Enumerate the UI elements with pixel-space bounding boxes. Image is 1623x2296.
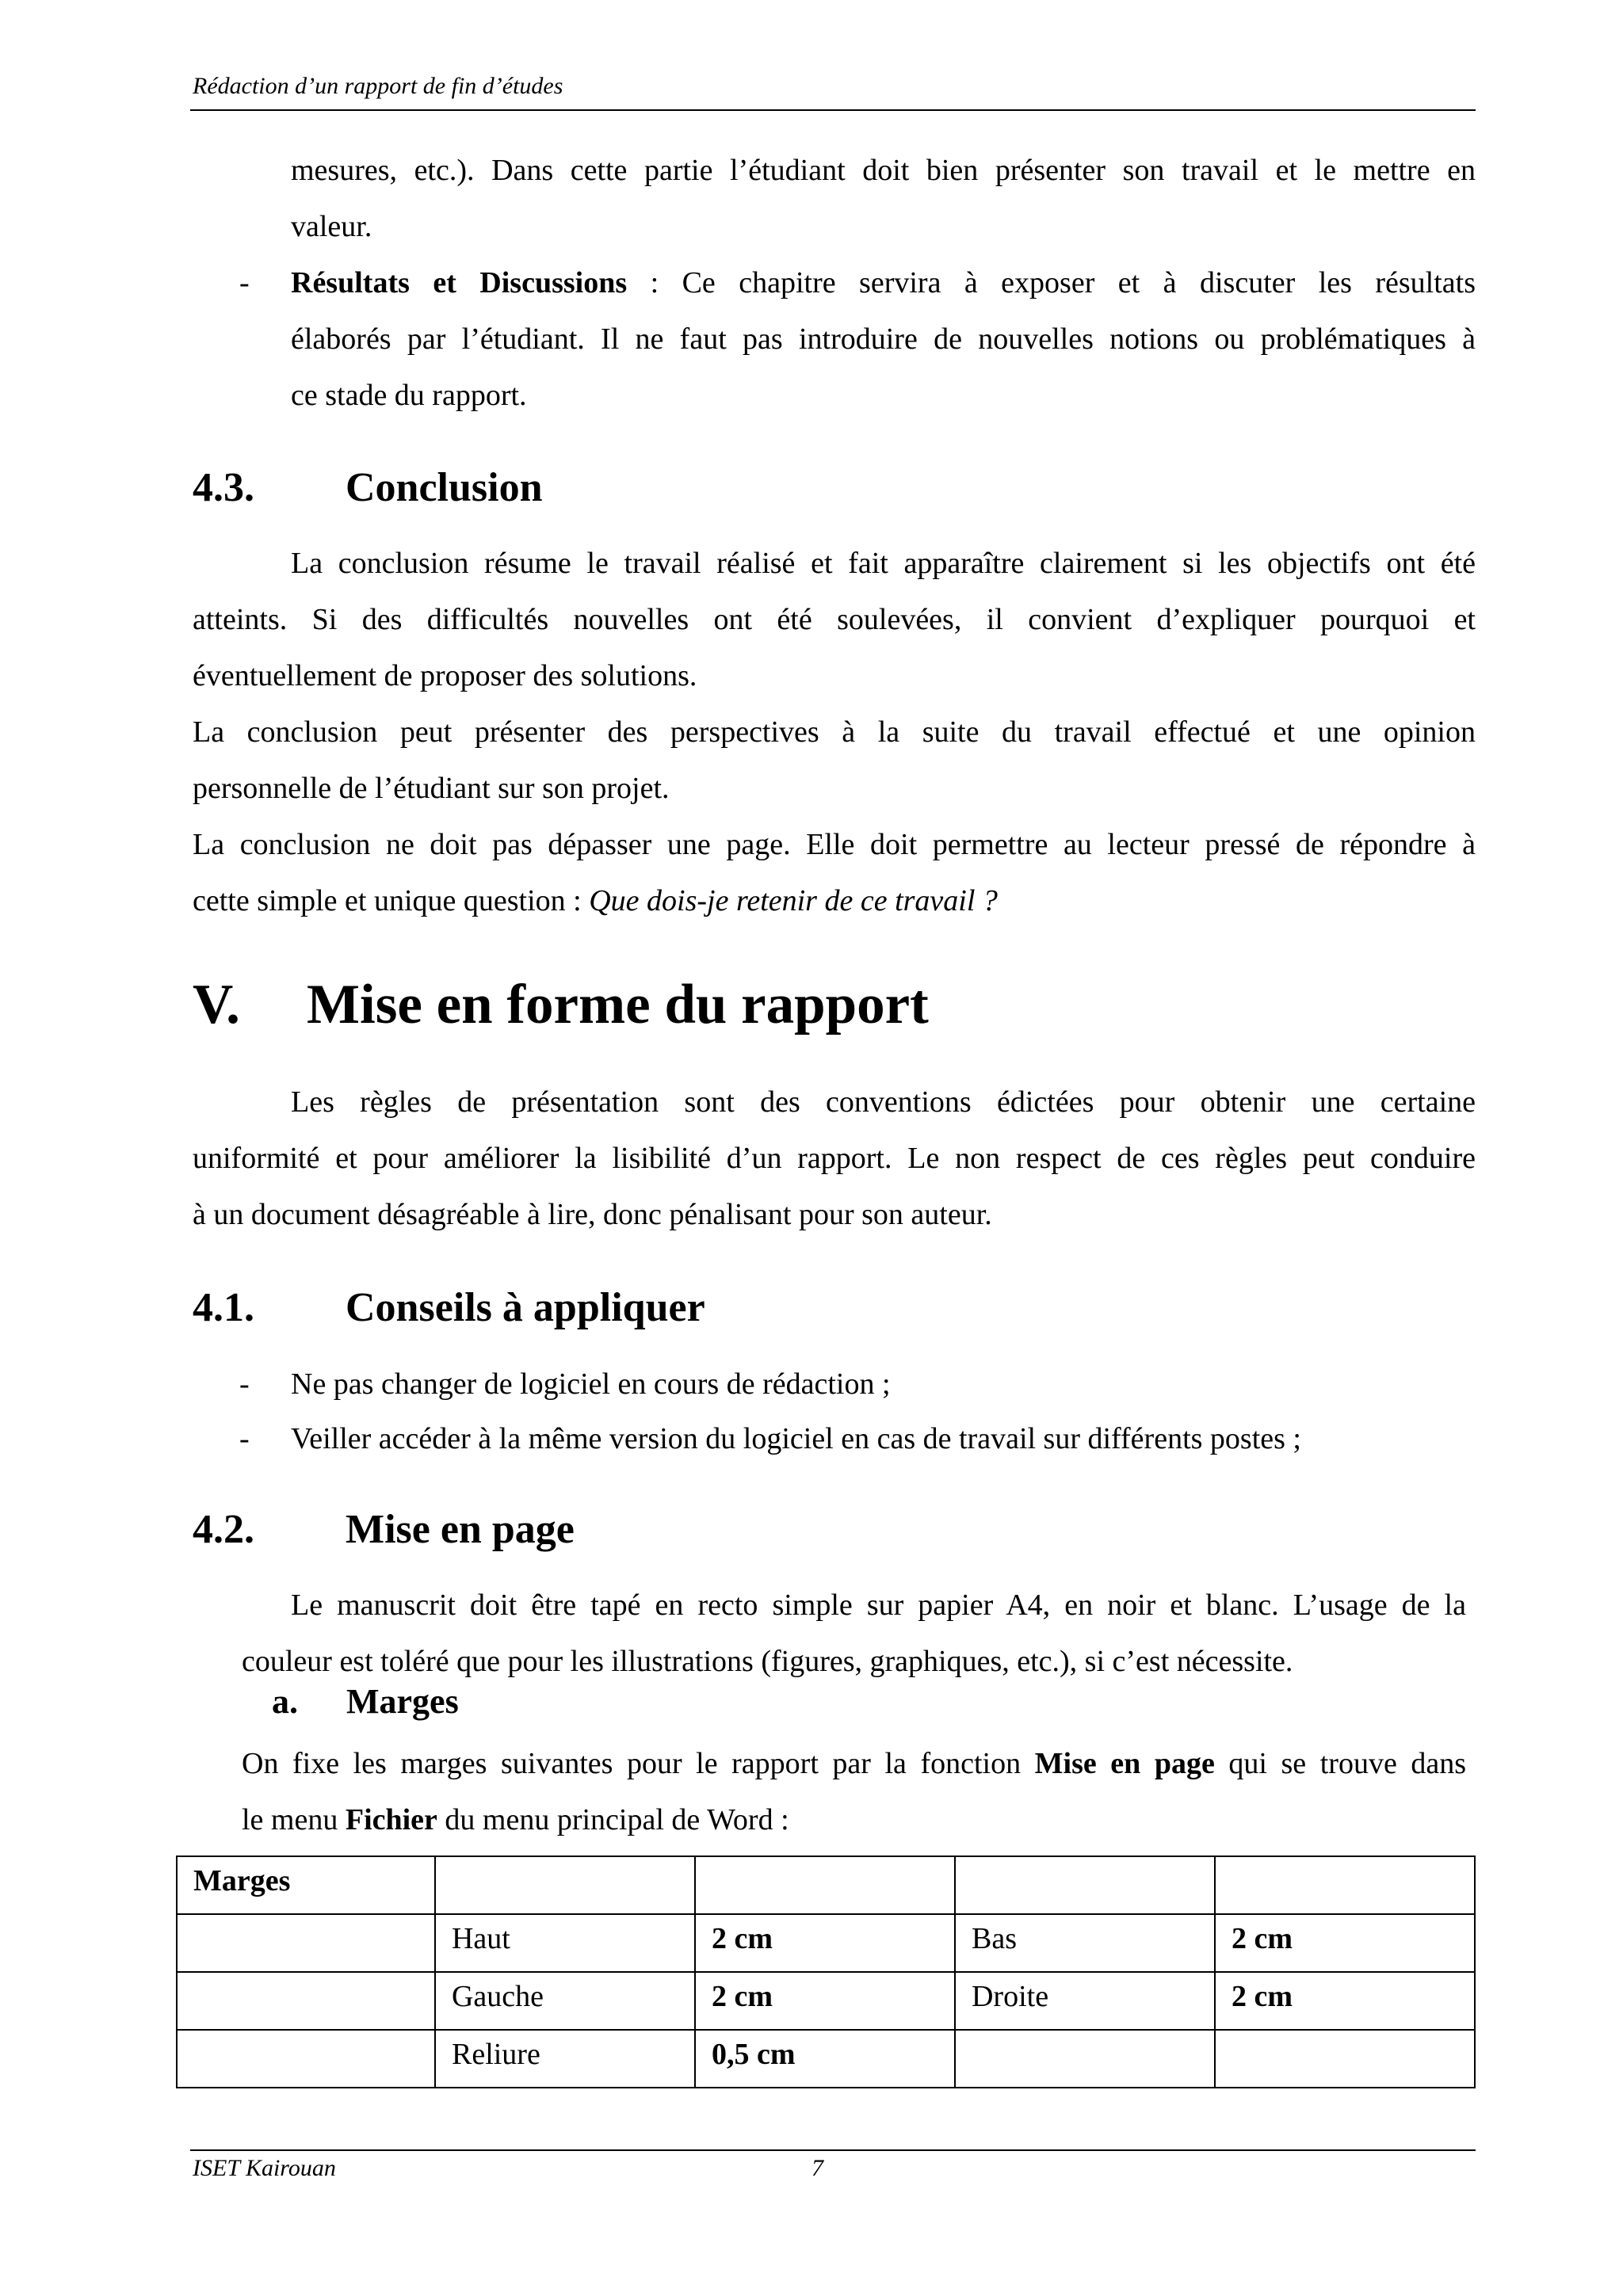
paragraph-line: Les règles de présentation sont des conventions édictées pour obtenir une certaine — [291, 1085, 1476, 1119]
page-number: 7 — [812, 2155, 823, 2181]
conclusion-paragraph-2 — [193, 704, 1476, 817]
paragraph-line: On fixe les marges suivantes pour le rapport par la fonction Mise en page qui se trouve dans — [242, 1747, 1467, 1780]
table-cell: Marges — [177, 1856, 435, 1914]
table-cell: Droite — [955, 1972, 1215, 2030]
table-cell: 2 cm — [695, 1972, 955, 2030]
paragraph-line: La conclusion ne doit pas dépasser une page. Elle doit permettre au lecteur pressé de répondre à — [193, 828, 1476, 861]
table-cell — [955, 1856, 1215, 1914]
paragraph-line: Le manuscrit doit être tapé en recto simple sur papier A4, en noir et blanc. L’usage de la — [291, 1589, 1466, 1622]
chapter-title: Mise en forme du rapport — [307, 974, 929, 1035]
paragraph-line: La conclusion peut présenter des perspectives à la suite du travail effectué et une opinion — [193, 715, 1476, 749]
results-discussion-item — [291, 255, 1476, 424]
list-item: Ne pas changer de logiciel en cours de rédaction ; — [291, 1367, 891, 1401]
table-cell — [955, 2030, 1215, 2088]
page-setup-paragraph — [242, 1577, 1466, 1690]
paragraph-line: couleur est toléré que pour les illustrations (figures, graphiques, etc.), si c’est nécessite. — [242, 1645, 1293, 1678]
footer-institution: ISET Kairouan — [193, 2155, 336, 2181]
table-cell — [695, 1856, 955, 1914]
section-title: Conseils à appliquer — [346, 1285, 705, 1330]
section-number: 4.2. — [193, 1507, 254, 1552]
paragraph-line: uniformité et pour améliorer la lisibilité d’un rapport. Le non respect de ces règles peut conduire — [193, 1142, 1476, 1175]
paragraph-line: atteints. Si des difficultés nouvelles ont été soulevées, il convient d’expliquer pourquoi et — [193, 603, 1476, 636]
table-row — [177, 2030, 1475, 2088]
table-cell: Haut — [435, 1914, 695, 1972]
paragraph-line: éventuellement de proposer des solutions. — [193, 659, 697, 692]
chapter-number: V. — [193, 974, 240, 1035]
table-cell: Reliure — [435, 2030, 695, 2088]
list-bullet: - — [239, 266, 250, 299]
table-row — [177, 1914, 1475, 1972]
running-header: Rédaction d’un rapport de fin d’études — [193, 73, 563, 99]
section-title: Conclusion — [346, 465, 543, 510]
table-cell — [435, 1856, 695, 1914]
table-cell: 2 cm — [695, 1914, 955, 1972]
list-item-term: Résultats et Discussions — [291, 266, 628, 299]
table-cell: 2 cm — [1215, 1972, 1475, 2030]
header-divider — [190, 109, 1476, 111]
table-cell — [1215, 1856, 1475, 1914]
subsection-title: Marges — [346, 1682, 459, 1721]
table-cell: Bas — [955, 1914, 1215, 1972]
key-question: Que dois-je retenir de ce travail ? — [589, 884, 998, 917]
formatting-intro-paragraph — [193, 1074, 1476, 1243]
paragraph-line: à un document désagréable à lire, donc pénalisant pour son auteur. — [193, 1198, 992, 1231]
intro-line: valeur. — [291, 210, 372, 243]
paragraph-line: cette simple et unique question : Que dois-je retenir de ce travail ? — [193, 884, 998, 917]
footer-divider — [190, 2149, 1476, 2151]
table-cell — [177, 1972, 435, 2030]
margins-paragraph — [242, 1736, 1466, 1848]
conclusion-paragraph-3 — [193, 817, 1476, 929]
section-title: Mise en page — [346, 1507, 575, 1552]
paragraph-line: le menu Fichier du menu principal de Word : — [242, 1803, 789, 1836]
margins-table — [176, 1855, 1476, 2088]
table-cell — [177, 2030, 435, 2088]
list-item-line: élaborés par l’étudiant. Il ne faut pas introduire de nouvelles notions ou problématiques à — [291, 322, 1476, 356]
table-cell — [177, 1914, 435, 1972]
table-row — [177, 1972, 1475, 2030]
conclusion-paragraph-1 — [193, 536, 1476, 704]
intro-line: mesures, etc.). Dans cette partie l’étudiant doit bien présenter son travail et le mettre en — [291, 154, 1476, 187]
intro-paragraph — [291, 143, 1476, 255]
list-item: Veiller accéder à la même version du logiciel en cas de travail sur différents postes ; — [291, 1422, 1301, 1455]
paragraph-line: La conclusion résume le travail réalisé et fait apparaître clairement si les objectifs ont été — [291, 547, 1476, 580]
table-cell: 0,5 cm — [695, 2030, 955, 2088]
list-bullet: - — [239, 1367, 250, 1401]
section-number: 4.1. — [193, 1285, 254, 1330]
list-item-line: Résultats et Discussions : Ce chapitre servira à exposer et à discuter les résultats — [291, 266, 1476, 299]
subsection-letter: a. — [272, 1682, 298, 1721]
table-cell — [1215, 2030, 1475, 2088]
table-cell: Gauche — [435, 1972, 695, 2030]
table-cell: 2 cm — [1215, 1914, 1475, 1972]
section-number: 4.3. — [193, 465, 254, 510]
list-item-line: ce stade du rapport. — [291, 379, 527, 412]
table-row — [177, 1856, 1475, 1914]
list-bullet: - — [239, 1422, 250, 1455]
paragraph-line: personnelle de l’étudiant sur son projet. — [193, 772, 670, 805]
